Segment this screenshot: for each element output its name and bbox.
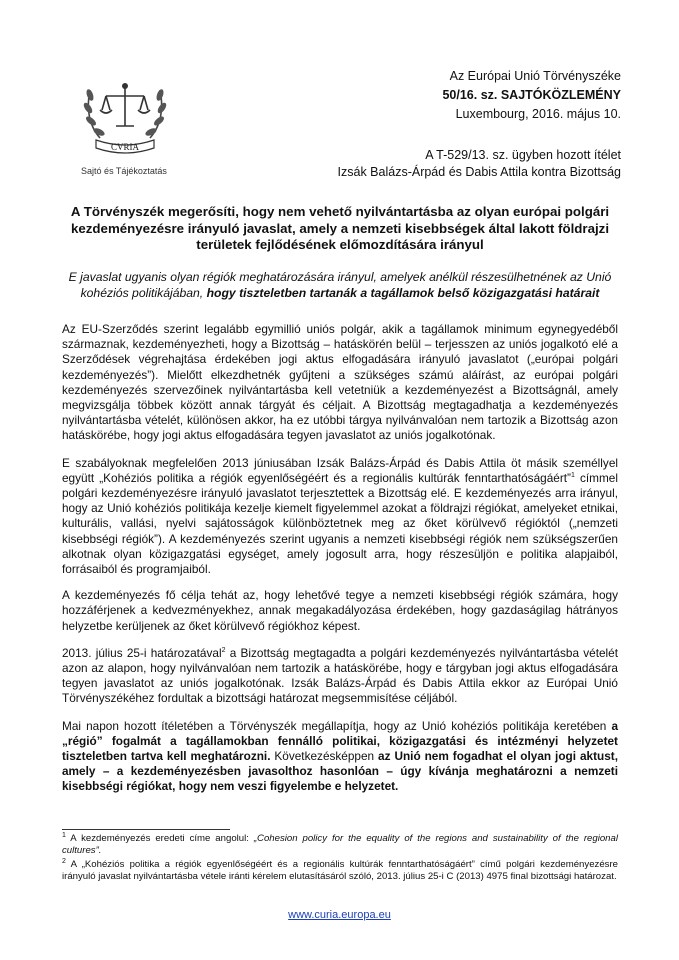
- paragraph-1: [62, 322, 618, 444]
- footnote-1-number: 1: [62, 831, 66, 839]
- footnote-2: [62, 859, 618, 883]
- curia-emblem-icon: [70, 60, 180, 160]
- paragraph-4-text-a: 2013. július 25-i határozatával: [62, 645, 222, 660]
- paragraph-4: [62, 646, 618, 707]
- paragraph-3: [62, 588, 618, 634]
- footnote-2-text: A „Kohéziós politika a régiók egyenlőségéért és a regionális kultúrák fenntarthatóságáért” című polgári kezdeményezésre irányuló javaslat nyilvántartásba vétele iránti kérelem elutasításáról szóló, 2013. július 25-i C (2013) 4975 final bizottsági határozat.: [62, 859, 618, 882]
- paragraph-3-text: A kezdeményezés fő célja tehát az, hogy lehetővé tegye a nemzeti kisebbségi régiók számára, hogy hozzáférjenek a kedvezményekhez, annak megakadályozása érdekében, hogy gazdaságilag hátrányos helyzetbe kerüljenek az őket körülvevő régiókhoz képest.: [62, 588, 618, 633]
- footnote-ref-2[interactable]: 2: [221, 646, 226, 654]
- case-line-1: A T-529/13. sz. ügyben hozott ítélet: [425, 148, 621, 162]
- paragraph-2: [62, 456, 618, 578]
- footnote-2-number: 2: [62, 857, 66, 865]
- paragraph-4-text-b: a Bizottság megtagadta a polgári kezdeményezés nyilvántartásba vételét azon az alapon, hogy nyilvánvalóan nem tartozik a hatáskörébe, hogy e tárgyban jogi aktus elfogadására tegyen javaslatot az uniós jogalkotónak. Izsák Balázs-Árpád és Dabis Attila ekkor az Európai Unió Törvényszékéhez fordultak a bizottsági határozat megsemmisítése céljából.: [62, 645, 618, 706]
- curia-logo: [70, 60, 180, 170]
- footnote-divider: [62, 829, 230, 830]
- subtitle-bold: hogy tiszteletben tartanák a tagállamok belső közigazgatási határait: [206, 285, 600, 300]
- press-subtitle: [60, 270, 620, 301]
- case-line-2: Izsák Balázs-Árpád és Dabis Attila kontra Bizottság: [337, 165, 621, 179]
- paragraph-1-text: Az EU-Szerződés szerint legalább egymillió uniós polgár, akik a tagállamok minimum egynegyedéből származnak, kezdeményezheti, hogy a Bizottság – hatáskörén belül – terjesszen az uniós jogalkotó elé a Szerződések végrehajtása érdekében jogi aktus elfogadására irányuló javaslatot („európai polgári kezdeményezés”). Mielőtt elkezdhetnék gyűjteni a szükséges számú aláírást, az európai polgári kezdeményezés szervezőinek nyilvántartásba kell vetetniük a kezdeményezést a Bizottságnál, amely megvizsgálja többek között annak tárgyát és céljait. A Bizottság megtagadhatja a kezdeményezés nyilvántartásba vételét, különösen akkor, ha ez utóbbi tárgya nyilvánvalóan nem tartozik a Bizottság azon hatáskörébe, hogy jogi aktus elfogadására tegyen javaslatot az uniós jogalkotónak.: [62, 322, 618, 443]
- body-text: [62, 322, 618, 807]
- case-reference: [338, 147, 621, 181]
- paragraph-5-text-c: Következésképpen: [270, 749, 379, 764]
- footnote-1-english-title: „Cohesion policy for the equality of the regions and sustainability of the regional cultures”.: [62, 833, 618, 856]
- footnote-1-text: A kezdeményezés eredeti címe angolul:: [65, 833, 254, 844]
- curia-website-link[interactable]: www.curia.europa.eu: [288, 909, 391, 921]
- paragraph-5-bold-b: a „régió” fogalmát a tagállamokban fennálló politikai, közigazgatási és intézményi helyzetet tiszteletben tartva kell meghatározni.: [62, 718, 618, 764]
- logo-caption: Sajtó és Tájékoztatás: [81, 166, 167, 176]
- paragraph-2-text-a: E szabályoknak megfelelően 2013 júniusában Izsák Balázs-Árpád és Dabis Attila öt másik személlyel együtt „Kohéziós politika a régiók egyenlőségéért és a regionális kultúrák fenntarthatóságáért”: [62, 455, 618, 485]
- subtitle-text: E javaslat ugyanis olyan régiók meghatározására irányul, amelyek anélkül részesülhetnének az Unió kohéziós politikájában,: [68, 270, 612, 300]
- footnote-1: [62, 833, 618, 857]
- footnote-ref-1[interactable]: 1: [570, 471, 575, 479]
- header-info: [442, 67, 621, 124]
- press-release-number: 50/16. sz. SAJTÓKÖZLEMÉNY: [442, 88, 621, 102]
- court-name: Az Európai Unió Törvényszéke: [449, 69, 621, 83]
- paragraph-2-text-b: címmel polgári kezdeményezésre irányuló javaslatot terjesztettek a Bizottság elé. E kezdeményezés arra irányul, hogy az Unió kohéziós politikája kezelje kiemelt figyelemmel azokat a földrajzi régiókat, amelyeket etnikai, kulturális, vallási, nyelvi sajátosságok különböztetnek meg az őket körülvevő régióktól („nemzeti kisebbségi régiók”). A kezdeményezés szerint ugyanis a nemzeti kisebbségi régiók nem szükségszerűen alkotnak olyan közigazgatási egységet, amely jogosult arra, hogy részesüljön e politika alapjaiból, forrásaiból és programjaiból.: [62, 470, 618, 577]
- place-date: Luxembourg, 2016. május 10.: [455, 107, 621, 121]
- paragraph-5-bold-d: az Unió nem fogadhat el olyan jogi aktust, amely – a kezdeményezésben javasolthoz hasonlóan – úgy kívánja meghatározni a nemzeti kisebbségi régiókat, hogy nem veszi figyelembe e helyzetet.: [62, 749, 618, 794]
- paragraph-5-text-a: Mai napon hozott ítéletében a Törvényszék megállapítja, hogy az Unió kohéziós politikája keretében: [62, 718, 612, 733]
- press-title: A Törvényszék megerősíti, hogy nem vehető nyilvántartásba az olyan európai polgári kezdeményezésre irányuló javaslat, amely a nemzeti kisebbségek által lakott földrajzi területek fejlődésének előmozdítására irányul: [70, 204, 610, 252]
- footnotes: [62, 833, 618, 885]
- paragraph-5: [62, 719, 618, 795]
- svg-text:CVRIA: CVRIA: [110, 142, 140, 152]
